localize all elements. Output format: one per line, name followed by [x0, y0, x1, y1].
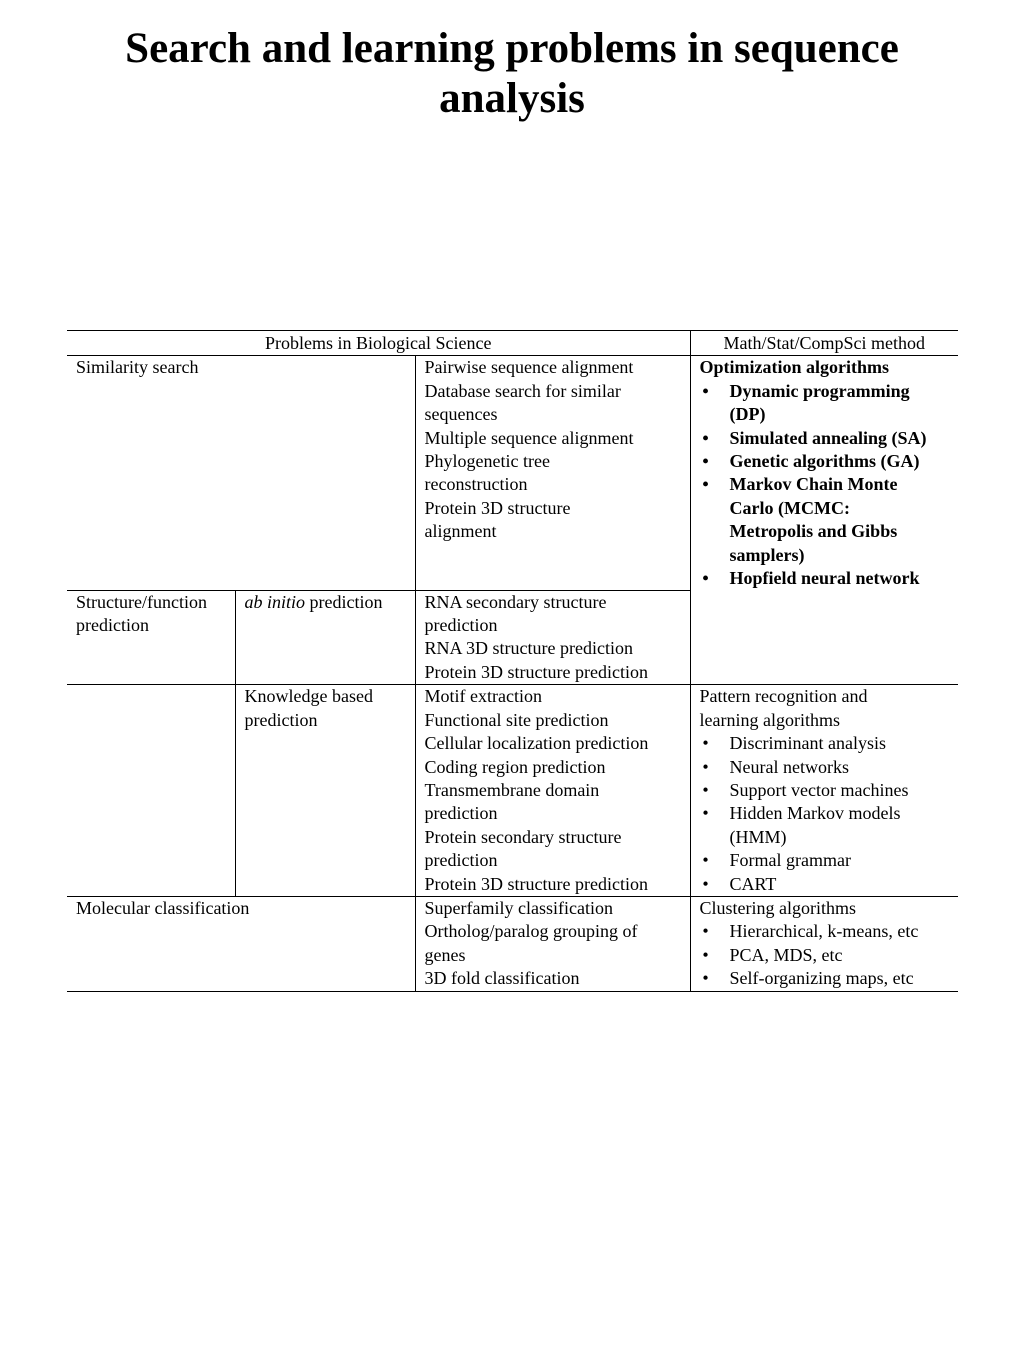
list-item: • Dynamic programming (DP): [700, 380, 959, 427]
problem-item: Functional site prediction: [424, 709, 609, 730]
title-line-2: analysis: [439, 75, 585, 122]
problems-ab-initio: [415, 590, 690, 685]
list-item: • Hidden Markov models (HMM): [700, 802, 959, 849]
category-structure-function: Structure/function prediction: [67, 590, 235, 685]
header-problems: Problems in Biological Science: [67, 331, 690, 356]
problem-item: RNA 3D structure prediction: [424, 638, 633, 659]
bullet-icon: •: [702, 968, 709, 989]
problems-similarity-search: [415, 356, 690, 590]
page-title: [40, 24, 984, 124]
problem-item: Motif extraction: [424, 686, 542, 707]
method-list-optimization: [700, 380, 959, 591]
subcategory-knowledge-based: Knowledge based prediction: [235, 685, 415, 897]
methods-pattern-recognition: [690, 685, 958, 897]
method-list-clustering: [700, 920, 959, 990]
methods-clustering: [690, 896, 958, 991]
list-item: • Self-organizing maps, etc: [700, 967, 959, 990]
problem-item: Transmembrane domain: [424, 779, 600, 800]
problem-item: genes: [424, 944, 466, 965]
problem-item: Database search for similar: [424, 380, 621, 401]
problem-item: alignment: [424, 521, 497, 542]
header-methods: Math/Stat/CompSci method: [690, 331, 958, 356]
problem-item: reconstruction: [424, 474, 528, 495]
category-empty: [67, 685, 235, 897]
title-line-1: Search and learning problems in sequence: [125, 25, 899, 72]
subcategory-ab-initio: ab initio prediction: [235, 590, 415, 685]
list-item: • Markov Chain Monte Carlo (MCMC: Metropolis and Gibbs samplers): [700, 473, 959, 567]
problem-item: Pairwise sequence alignment: [424, 357, 634, 378]
row-similarity-search: [67, 356, 958, 590]
bullet-icon: •: [702, 850, 709, 871]
problem-item: Phylogenetic tree: [424, 451, 550, 472]
methods-optimization: [690, 356, 958, 685]
bullet-icon: •: [702, 873, 709, 894]
category-similarity-search: Similarity search: [67, 356, 415, 590]
problem-item: Coding region prediction: [424, 756, 606, 777]
list-item: • Neural networks: [700, 756, 959, 779]
problem-item: 3D fold classification: [424, 968, 580, 989]
list-item: • Simulated annealing (SA): [700, 427, 959, 450]
method-heading: Clustering algorithms: [699, 897, 856, 918]
method-heading: Optimization algorithms: [699, 357, 889, 378]
list-item: • Discriminant analysis: [700, 732, 959, 755]
list-item: • CART: [700, 873, 959, 896]
row-knowledge-based: [67, 685, 958, 897]
row-molecular-classification: [67, 896, 958, 991]
problems-molecular-classification: [415, 896, 690, 991]
problem-item: Protein 3D structure prediction: [424, 661, 648, 682]
list-item: • Hierarchical, k-means, etc: [700, 920, 959, 943]
list-item: • Genetic algorithms (GA): [700, 450, 959, 473]
bullet-icon: •: [702, 779, 709, 800]
list-item: • Hopfield neural network: [700, 567, 959, 590]
problem-item: Protein secondary structure: [424, 826, 622, 847]
problem-item: Protein 3D structure prediction: [424, 873, 648, 894]
list-item: • Formal grammar: [700, 849, 959, 872]
problem-item: Protein 3D structure: [424, 497, 571, 518]
bullet-icon: •: [702, 451, 709, 472]
bullet-icon: •: [702, 803, 709, 824]
problem-item: Ortholog/paralog grouping of: [424, 921, 638, 942]
method-list-pattern: [700, 732, 959, 896]
category-molecular-classification: Molecular classification: [67, 896, 415, 991]
bullet-icon: •: [702, 921, 709, 942]
problem-item: Cellular localization prediction: [424, 733, 649, 754]
bullet-icon: •: [702, 733, 709, 754]
bullet-icon: •: [702, 427, 709, 448]
bullet-icon: •: [702, 568, 709, 589]
bullet-icon: •: [702, 944, 709, 965]
problem-item: RNA secondary structure: [424, 591, 607, 612]
problem-item: sequences: [424, 404, 498, 425]
problem-item: Multiple sequence alignment: [424, 427, 634, 448]
problem-item: prediction: [424, 803, 498, 824]
problems-methods-table: [67, 330, 958, 992]
method-heading: Pattern recognition and: [699, 686, 868, 707]
bullet-icon: •: [702, 756, 709, 777]
method-heading: learning algorithms: [699, 709, 840, 730]
problem-item: prediction: [424, 850, 498, 871]
table-header-row: [67, 331, 958, 356]
bullet-icon: •: [702, 380, 709, 401]
bullet-icon: •: [702, 474, 709, 495]
list-item: • PCA, MDS, etc: [700, 944, 959, 967]
problem-item: Superfamily classification: [424, 897, 613, 918]
list-item: • Support vector machines: [700, 779, 959, 802]
problems-knowledge-based: [415, 685, 690, 897]
problem-item: prediction: [424, 615, 498, 636]
